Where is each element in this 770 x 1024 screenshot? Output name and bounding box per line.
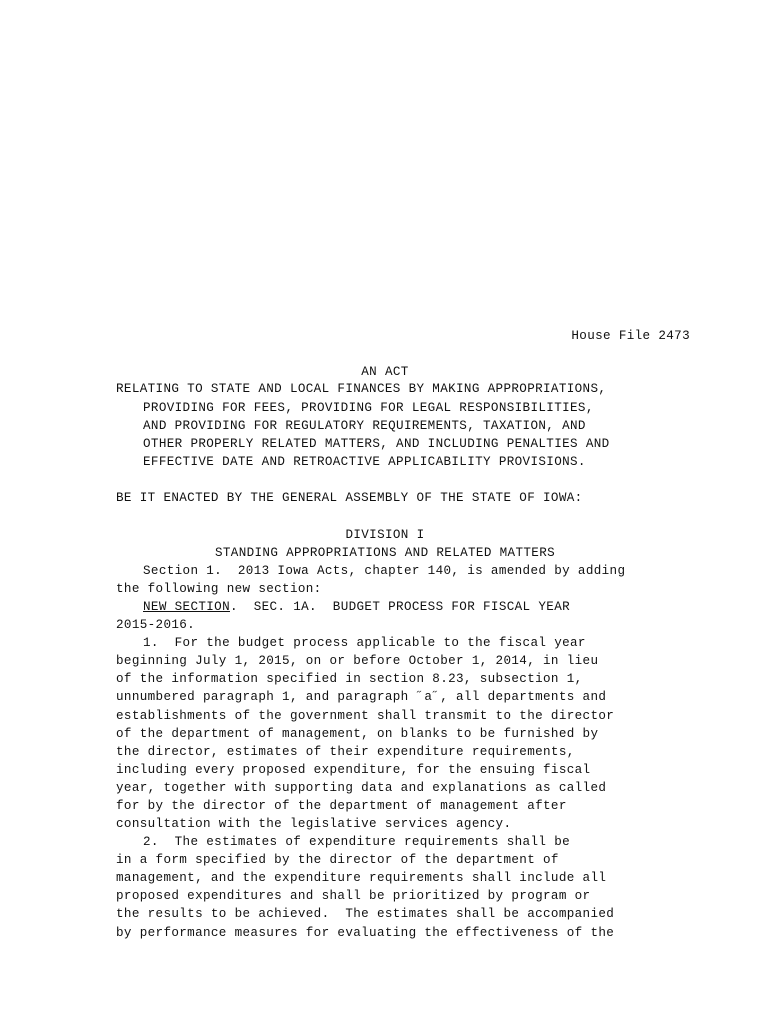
section-1-line: the following new section: (116, 582, 322, 596)
title-line: AND PROVIDING FOR REGULATORY REQUIREMENTS, TAXATION, AND (143, 419, 586, 433)
title-line: OTHER PROPERLY RELATED MATTERS, AND INCLUDING PENALTIES AND (143, 437, 610, 451)
paragraph-1-line: consultation with the legislative services agency. (116, 817, 512, 831)
new-section-line: 2015-2016. (116, 618, 196, 632)
section-1-line: Section 1. 2013 Iowa Acts, chapter 140, is amended by adding (143, 564, 626, 578)
paragraph-2-line: in a form specified by the director of the department of (116, 853, 559, 867)
paragraph-1-line: beginning July 1, 2015, on or before October 1, 2014, in lieu (116, 654, 599, 668)
paragraph-1-line: 1. For the budget process applicable to the fiscal year (143, 636, 586, 650)
paragraph-2-line: management, and the expenditure requirements shall include all (116, 871, 607, 885)
division-heading: STANDING APPROPRIATIONS AND RELATED MATTERS (214, 546, 556, 560)
paragraph-1-line: including every proposed expenditure, for the ensuing fiscal (116, 763, 591, 777)
bill-number: House File 2473 (571, 329, 690, 343)
paragraph-1-line: year, together with supporting data and explanations as called (116, 781, 607, 795)
new-section-label: NEW SECTION (143, 600, 230, 614)
paragraph-1-line: unnumbered paragraph 1, and paragraph ˝а˝, all departments and (116, 690, 607, 704)
title-line: EFFECTIVE DATE AND RETROACTIVE APPLICABILITY PROVISIONS. (143, 455, 586, 469)
paragraph-2-line: the results to be achieved. The estimates shall be accompanied (116, 907, 615, 921)
title-line: RELATING TO STATE AND LOCAL FINANCES BY MAKING APPROPRIATIONS, (116, 382, 607, 396)
act-label: AN ACT (361, 365, 409, 379)
paragraph-1-line: for by the director of the department of management after (116, 799, 567, 813)
paragraph-2-line: proposed expenditures and shall be prioritized by program or (116, 889, 591, 903)
paragraph-1-line: the director, estimates of their expenditure requirements, (116, 745, 575, 759)
paragraph-1-line: establishments of the government shall transmit to the director (116, 709, 615, 723)
paragraph-1-line: of the department of management, on blanks to be furnished by (116, 727, 599, 741)
new-section-heading (143, 598, 570, 616)
enacting-clause: BE IT ENACTED BY THE GENERAL ASSEMBLY OF THE STATE OF IOWA: (116, 491, 583, 505)
paragraph-2-line: by performance measures for evaluating the effectiveness of the (116, 926, 615, 940)
paragraph-1-line: of the information specified in section 8.23, subsection 1, (116, 672, 583, 686)
paragraph-2-line: 2. The estimates of expenditure requirements shall be (143, 835, 571, 849)
title-line: PROVIDING FOR FEES, PROVIDING FOR LEGAL RESPONSIBILITIES, (143, 401, 594, 415)
division-label: DIVISION I (345, 528, 425, 542)
new-section-rest: . SEC. 1A. BUDGET PROCESS FOR FISCAL YEAR (229, 600, 571, 614)
